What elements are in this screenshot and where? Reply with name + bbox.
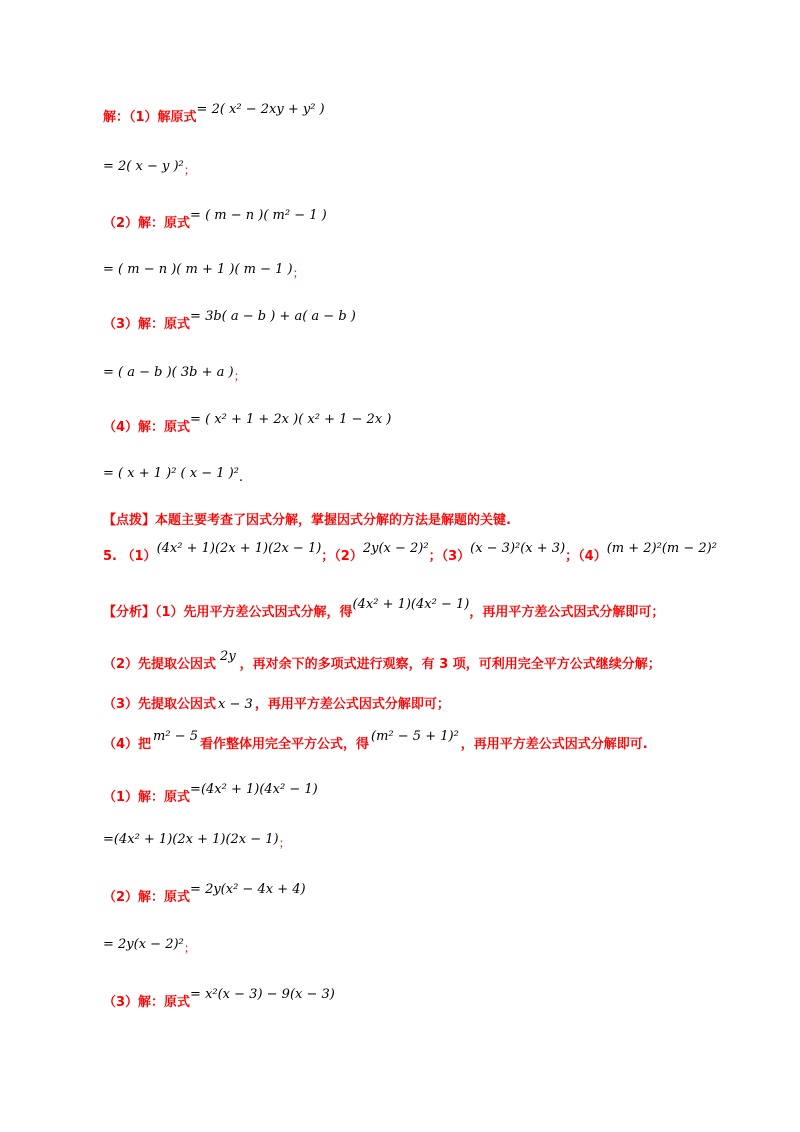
separator: ；（3）	[428, 549, 471, 564]
math-expression: = ( x² + 1 + 2x )( x² + 1 − 2x )	[190, 412, 392, 427]
math-expression: =(4x² + 1)(2x + 1)(2x − 1)	[103, 832, 279, 847]
analysis-text: 【分析】（1）先用平方差公式因式分解，得	[103, 605, 353, 620]
answer-5-2: 2y(x − 2)²	[362, 541, 429, 556]
punctuation: ；	[233, 369, 246, 383]
analysis-line4	[103, 729, 648, 752]
solution-b-part2-line1	[103, 882, 306, 905]
math-expression: (m² − 5 + 1)²	[371, 729, 459, 744]
math-expression: x − 3	[218, 697, 253, 712]
separator: ；（2）	[321, 549, 363, 564]
solution-label: （2）解：原式	[103, 890, 191, 905]
solution-label: （1）解：原式	[103, 790, 191, 805]
tip-paragraph	[103, 509, 511, 528]
answer-5-1: (4x² + 1)(2x + 1)(2x − 1)	[156, 541, 322, 556]
math-expression: = 2y(x − 2)²	[103, 937, 184, 952]
analysis-line2	[103, 649, 661, 672]
answer-5-line	[103, 541, 717, 564]
solution-part2-line1	[103, 208, 327, 231]
punctuation: ；	[278, 836, 291, 850]
analysis-text: ，再用平方差公式因式分解即可；	[254, 697, 450, 712]
solution-b-part1-line2	[103, 828, 291, 850]
math-expression: = 2( x − y )²	[103, 159, 184, 174]
math-expression: = ( x + 1 )² ( x − 1 )²	[103, 466, 239, 481]
solution-part3-line1	[103, 309, 356, 332]
separator: ；（4）	[565, 549, 607, 564]
math-expression: 2y	[220, 649, 236, 664]
solution-part4-line1	[103, 412, 392, 435]
analysis-text: ，再用平方差公式因式分解即可；	[469, 605, 665, 620]
analysis-line3	[103, 693, 450, 712]
solution-b-part3-line1	[103, 987, 335, 1010]
math-expression: =(4x² + 1)(4x² − 1)	[190, 782, 318, 797]
math-expression: = x²(x − 3) − 9(x − 3)	[190, 987, 335, 1002]
math-expression: = 3b( a − b ) + a( a − b )	[190, 309, 356, 324]
solution-part1-line1	[103, 102, 325, 125]
analysis-text: （3）先提取公因式	[103, 697, 217, 712]
tip-text: 【点拨】本题主要考查了因式分解，掌握因式分解的方法是解题的关键.	[103, 513, 511, 528]
solution-part1-line2	[103, 155, 196, 177]
math-expression: = 2( x² − 2xy + y² )	[196, 102, 325, 117]
analysis-text: ，再对余下的多项式进行观察，有 3 项，可利用完全平方公式继续分解；	[239, 657, 661, 672]
punctuation: ；	[292, 266, 305, 280]
answer-5-4: (m + 2)²(m − 2)²	[606, 541, 717, 556]
punctuation: .	[238, 470, 244, 485]
solution-part4-line2	[103, 462, 244, 485]
math-expression: = ( m − n )( m² − 1 )	[190, 208, 327, 223]
question-number: 5. （1）	[103, 549, 157, 564]
solution-label: （3）解：原式	[103, 995, 191, 1010]
math-expression: m² − 5	[153, 729, 199, 744]
math-expression: = 2y(x² − 4x + 4)	[190, 882, 306, 897]
analysis-text: （4）把	[103, 737, 152, 752]
analysis-text: ，再用平方差公式因式分解即可.	[460, 737, 648, 752]
answer-5-3: (x − 3)²(x + 3)	[470, 541, 566, 556]
solution-label: （2）解：原式	[103, 216, 191, 231]
solution-label: （3）解：原式	[103, 317, 191, 332]
analysis-text: 看作整体用完全平方公式，得	[200, 737, 370, 752]
punctuation: ；	[183, 941, 196, 955]
analysis-line1	[103, 597, 665, 620]
solution-b-part2-line2	[103, 933, 196, 955]
solution-label: （4）解：原式	[103, 420, 191, 435]
punctuation: ；	[183, 163, 196, 177]
solution-b-part1-line1	[103, 782, 318, 805]
math-expression: (4x² + 1)(4x² − 1)	[352, 597, 470, 612]
solution-part2-line2	[103, 258, 305, 280]
solution-part3-line2	[103, 361, 246, 383]
math-expression: = ( a − b )( 3b + a )	[103, 365, 234, 380]
solution-label: 解：（1）解原式	[103, 110, 197, 125]
math-expression: = ( m − n )( m + 1 )( m − 1 )	[103, 262, 293, 277]
analysis-text: （2）先提取公因式	[103, 657, 217, 672]
